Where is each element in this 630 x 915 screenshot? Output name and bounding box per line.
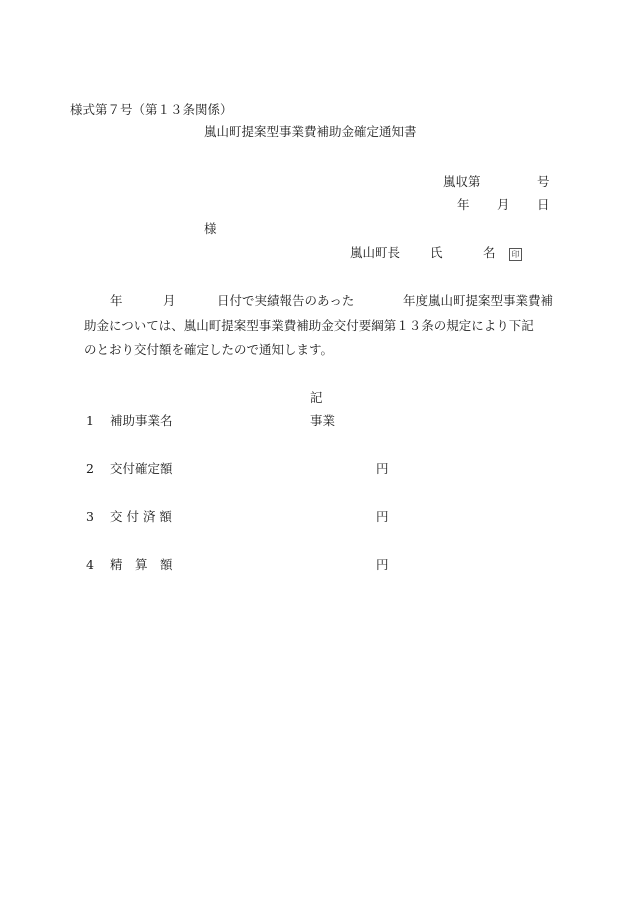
doc-number-prefix: 嵐収第 [443, 174, 481, 189]
addressee-honorific: 様 [204, 221, 217, 236]
body-line1-text: 年度嵐山町提案型事業費補 [403, 293, 554, 308]
item-label: 補助事業名 [110, 413, 173, 428]
date-year: 年 [457, 197, 470, 212]
document-title: 嵐山町提案型事業費補助金確定通知書 [204, 124, 417, 139]
item-label: 精 算 額 [110, 557, 173, 572]
body-line3: のとおり交付額を確定したので通知します。 [84, 342, 334, 357]
item-number: 2 [86, 461, 94, 476]
sender-name-1: 氏 [430, 245, 443, 260]
item-number: 3 [86, 509, 94, 524]
body-line2: 助金については、嵐山町提案型事業費補助金交付要綱第１３条の規定により下記 [84, 318, 534, 333]
form-label: 様式第７号（第１３条関係） [70, 102, 233, 117]
item-label: 交付確定額 [110, 461, 173, 476]
body-year: 年 [110, 293, 123, 308]
item-value: 円 [376, 461, 389, 476]
item-value: 円 [376, 557, 389, 572]
doc-number-suffix: 号 [537, 174, 550, 189]
body-day-text: 日付で実績報告のあった [217, 293, 355, 308]
sender-position: 嵐山町長 [350, 245, 401, 260]
date-month: 月 [497, 197, 510, 212]
item-number: 1 [86, 413, 94, 428]
body-month: 月 [163, 293, 176, 308]
item-value: 円 [376, 509, 389, 524]
item-label: 交 付 済 額 [110, 509, 172, 524]
item-number: 4 [86, 557, 94, 572]
seal-mark: 印 [509, 248, 522, 261]
item-value: 事業 [310, 413, 336, 428]
ki-label: 記 [310, 390, 323, 405]
sender-name-2: 名 [483, 245, 496, 260]
date-day: 日 [537, 197, 550, 212]
